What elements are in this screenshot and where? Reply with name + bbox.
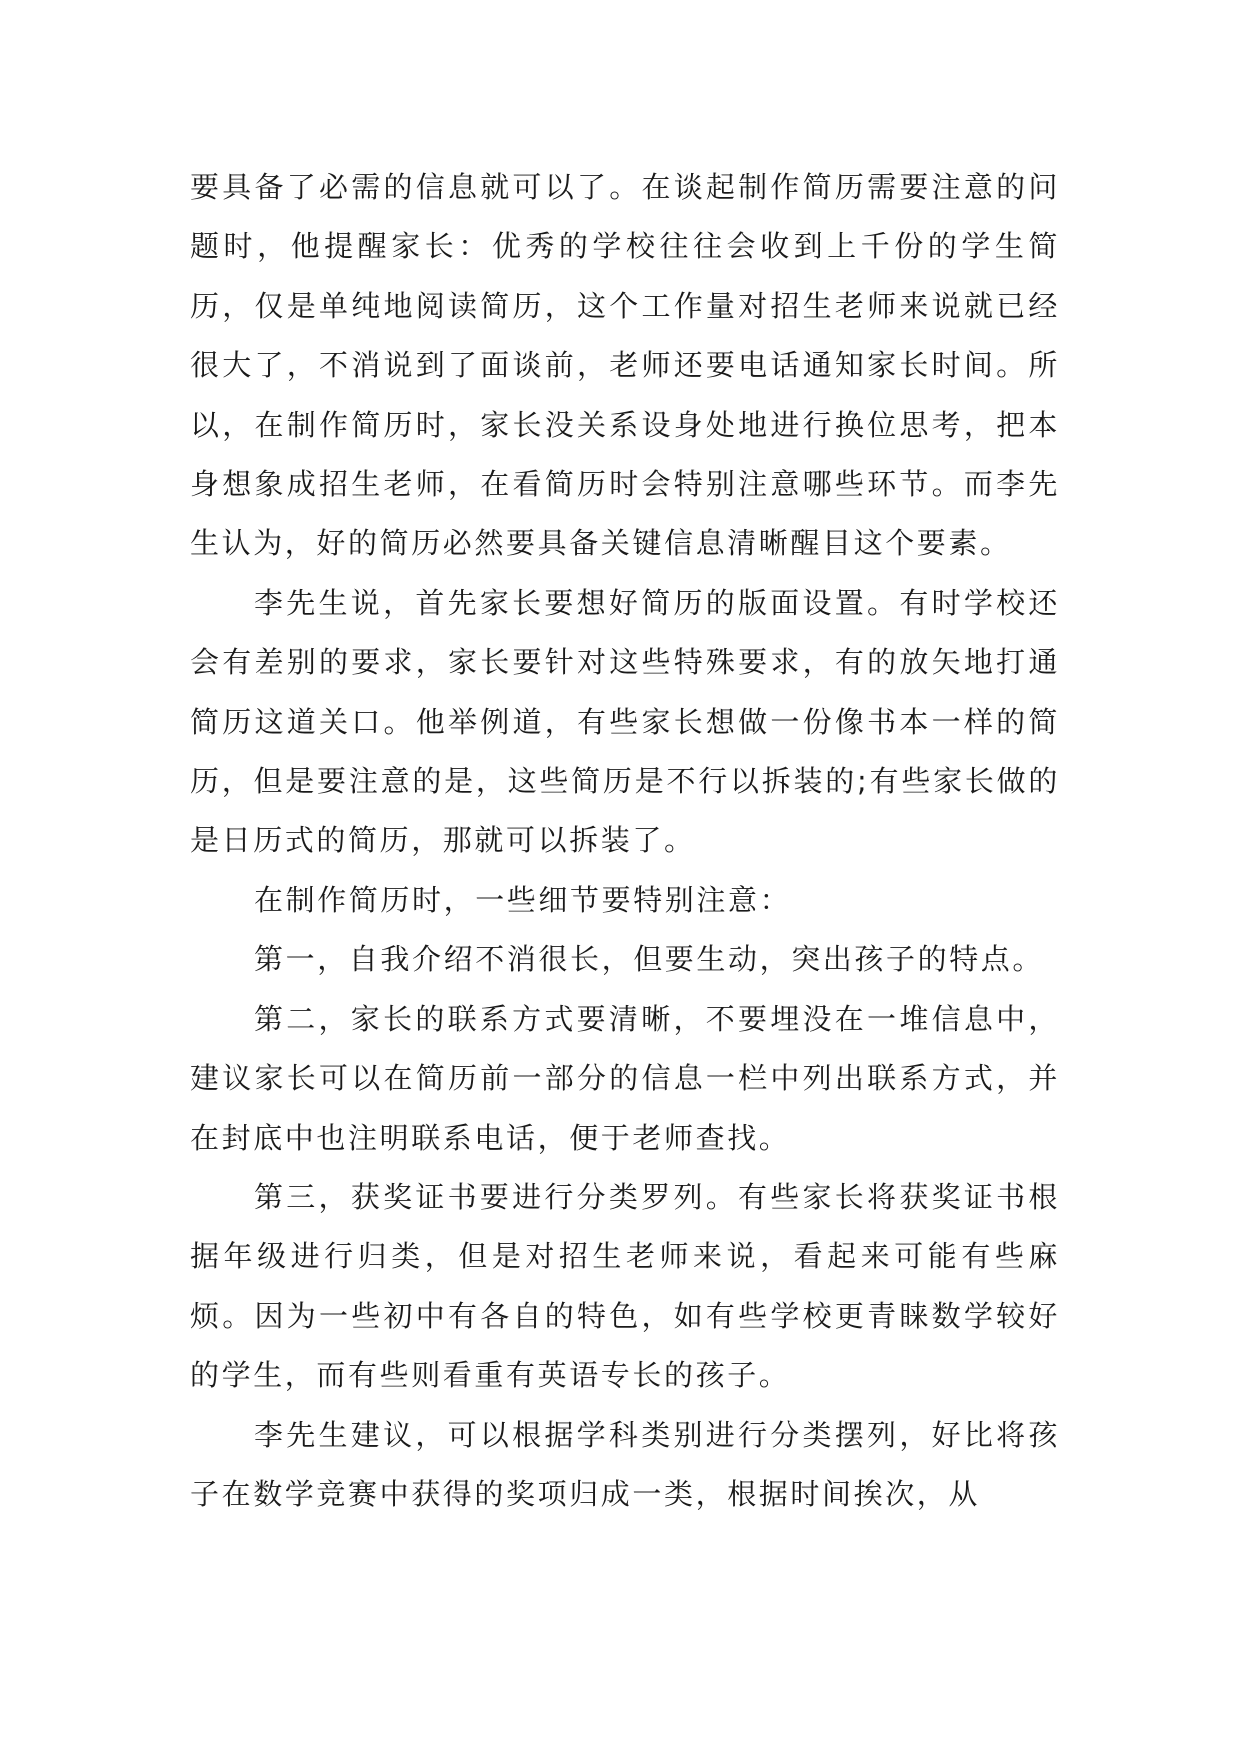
document-body [190,158,1060,1524]
paragraph-7: 李先生建议，可以根据学科类别进行分类摆列，好比将孩子在数学竞赛中获得的奖项归成一类，根据时间挨次，从 [190,1417,1060,1511]
paragraph-5: 第二，家长的联系方式要清晰，不要埋没在一堆信息中，建议家长可以在简历前一部分的信息一栏中列出联系方式，并在封底中也注明联系电话，便于老师查找。 [190,1001,1060,1155]
paragraph-6: 第三，获奖证书要进行分类罗列。有些家长将获奖证书根据年级进行归类，但是对招生老师来说，看起来可能有些麻烦。因为一些初中有各自的特色，如有些学校更青睐数学较好的学生，而有些则看重有英语专长的孩子。 [190,1179,1060,1393]
paragraph-3: 在制作简历时，一些细节要特别注意： [254,882,792,917]
paragraph-1: 要具备了必需的信息就可以了。在谈起制作简历需要注意的问题时，他提醒家长：优秀的学校往往会收到上千份的学生简历，仅是单纯地阅读简历，这个工作量对招生老师来说就已经很大了，不消说到了面谈前，老师还要电话通知家长时间。所以，在制作简历时，家长没关系设身处地进行换位思考，把本身想象成招生老师，在看简历时会特别注意哪些环节。而李先生认为，好的简历必然要具备关键信息清晰醒目这个要素。 [190,170,1060,561]
paragraph-2: 李先生说，首先家长要想好简历的版面设置。有时学校还会有差别的要求，家长要针对这些特殊要求，有的放矢地打通简历这道关口。他举例道，有些家长想做一份像书本一样的简历，但是要注意的是，这些简历是不行以拆装的;有些家长做的是日历式的简历，那就可以拆装了。 [190,585,1060,858]
paragraph-4: 第一，自我介绍不消很长，但要生动，突出孩子的特点。 [254,942,1045,977]
